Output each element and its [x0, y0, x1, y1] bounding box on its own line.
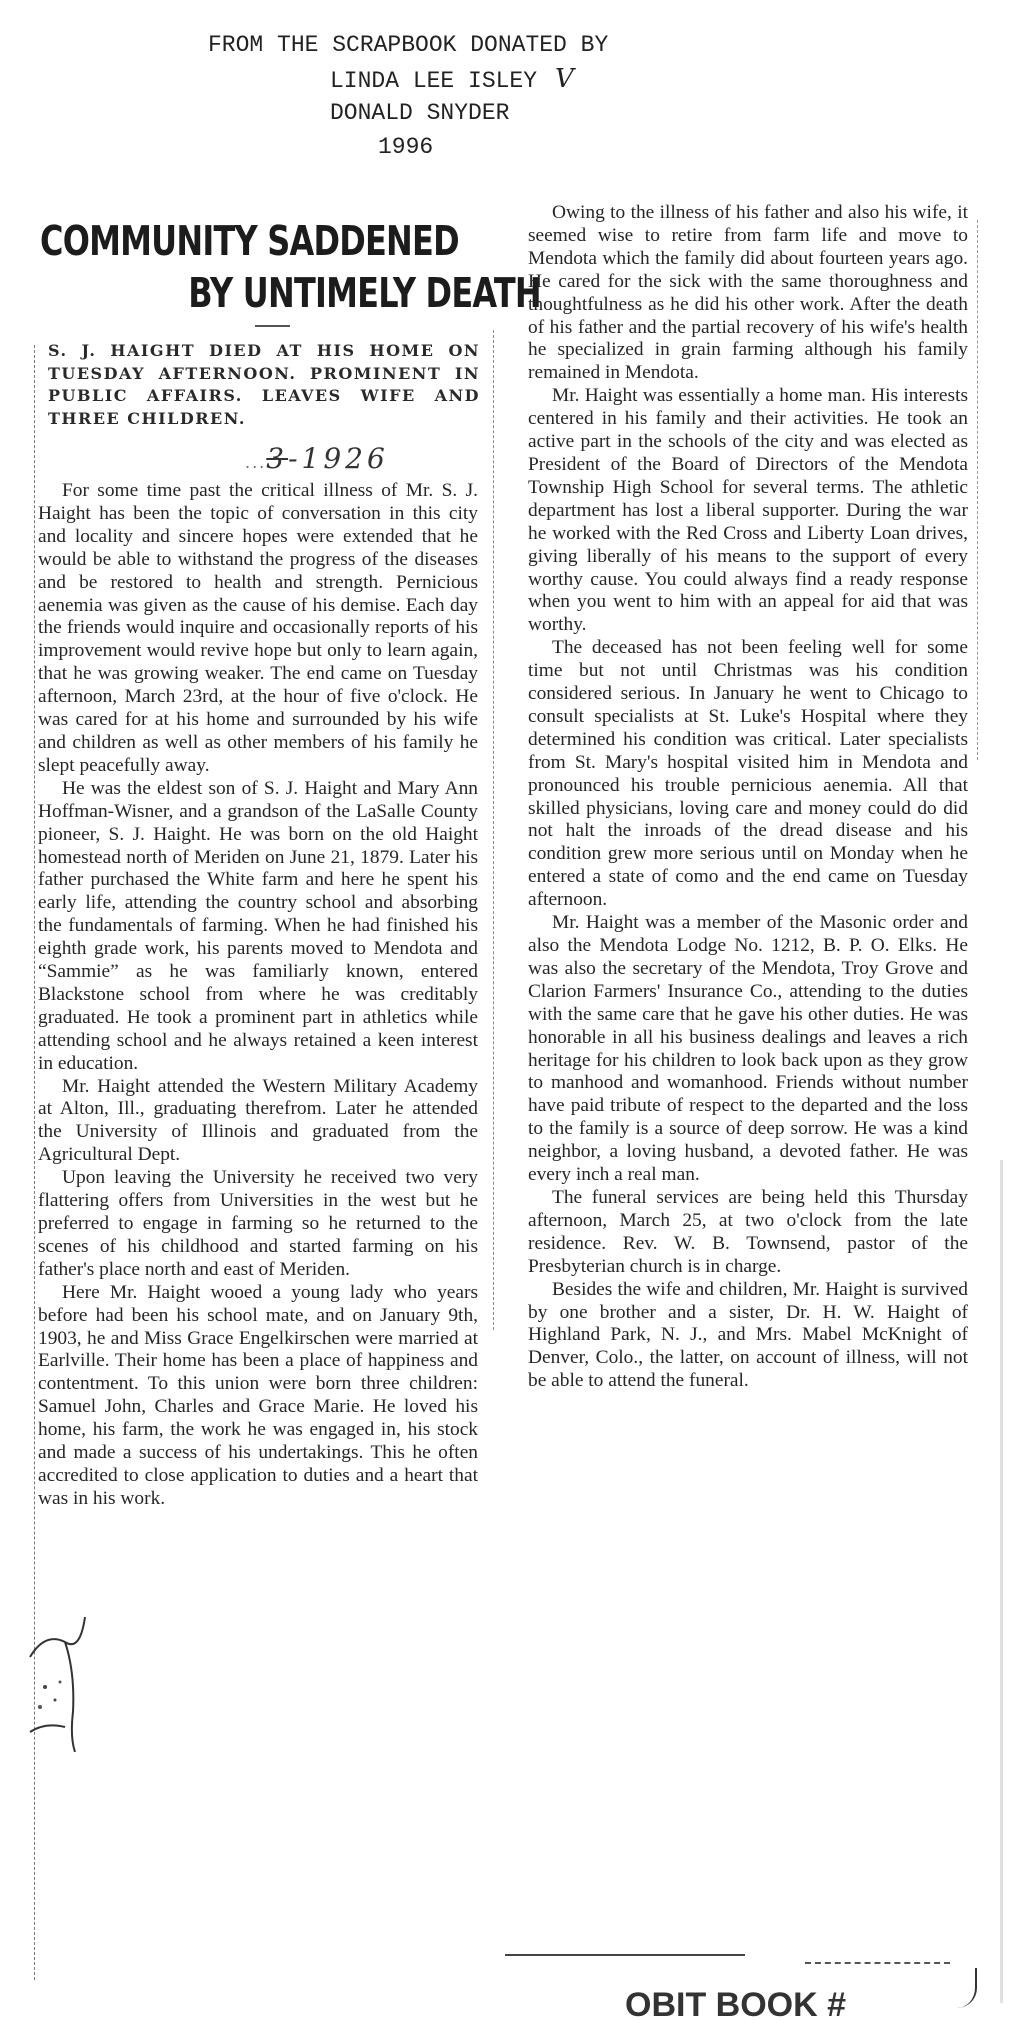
- end-rule: [505, 1954, 745, 1956]
- handwritten-initial-icon: [955, 1968, 977, 2008]
- article-headline: [40, 215, 541, 319]
- handwritten-date-year: -1926: [288, 442, 389, 475]
- paragraph: Here Mr. Haight wooed a young lady who years before had been his school mate, and on January 9th, 1903, he and Miss Grace Engelkirschen were married at Earlville. Their home has been a place of happiness and contentment. To this union were born three children: Samuel John, Charles and Grace Marie. He loved his home, his farm, the work he was engaged in, his stock and made a success of his undertakings. This he often accredited to close application to duties and a heart that was in his work.: [38, 1281, 478, 1509]
- paragraph: Besides the wife and children, Mr. Haight is survived by one brother and a sister, Dr. H. W. Haight of Highland Park, N. J., and Mrs. Mabel McKnight of Denver, Colo., the latter, on account of illness, will not be able to attend the funeral.: [528, 1278, 968, 1392]
- headline-line-1: COMMUNITY SADDENED: [40, 217, 459, 265]
- page-edge: [1000, 1160, 1003, 2003]
- handwritten-date: [245, 442, 389, 475]
- paragraph: For some time past the critical illness of Mr. S. J. Haight has been the topic of conversation in this city and locality and sincere hopes were extended that he would be able to withstand the progress of the diseases and be restored to health and strength. Pernicious aenemia was given as the cause of his demise. Each day the friends would inquire and occasionally reports of his improvement would revive hope but only to learn again, that he was growing weaker. The end came on Tuesday afternoon, March 23rd, at the hour of five o'clock. He was cared for at his home and surrounded by his wife and children as well as other members of his family he slept peacefully away.: [38, 480, 478, 776]
- donation-line: FROM THE SCRAPBOOK DONATED BY: [208, 32, 609, 58]
- end-rule-dashed: [805, 1962, 950, 1964]
- donor-name: LINDA LEE ISLEY: [330, 68, 538, 94]
- handwritten-checkmark-icon: V: [555, 64, 574, 94]
- paragraph: The funeral services are being held this Thursday afternoon, March 25, at two o'clock from the late residence. Rev. W. B. Townsend, pastor of the Presbyterian church is in charge.: [528, 1186, 968, 1277]
- article-right-column: [528, 202, 968, 1393]
- paragraph: Owing to the illness of his father and also his wife, it seemed wise to retire from farm life and move to Mendota which the family did about fourteen years ago. He cared for the sick with the same thoroughness and thoughtfulness as he did his other work. After the death of his father and the partial recovery of his wife's health he specialized in grain farming although his family remained in Mendota.: [528, 202, 968, 384]
- paragraph: Mr. Haight was a member of the Masonic order and also the Mendota Lodge No. 1212, B. P. O. Elks. He was also the secretary of the Mendota, Troy Grove and Clarion Farmers' Insurance Co., attending to the duties with the same care that he gave his other duties. He was honorable in all his business dealings and leaves a rich heritage for his children to look back upon as they grow to manhood and womanhood. Friends without number have paid tribute of respect to the departed and the loss to the family is a source of deep sorrow. He was a kind neighbor, a loving husband, a devoted father. He was every inch a real man.: [528, 912, 968, 1186]
- headline-line-2: BY UNTIMELY DEATH: [188, 269, 541, 317]
- article-subhead: S. J. HAIGHT DIED AT HIS HOME ON TUESDAY AFTERNOON. PROMINENT IN PUBLIC AFFAIRS. LEAVES WIFE AND THREE CHILDREN.: [48, 341, 480, 428]
- article-left-column: [38, 480, 478, 1511]
- clipping-border-right: [977, 220, 978, 760]
- torn-paper-mark-icon: [25, 1612, 105, 1752]
- paragraph: Mr. Haight was essentially a home man. His interests centered in his family and their activities. He took an active part in the schools of the city and was elected as President of the Board of Directors of the Mendota Township High School for several terms. The athletic department has lost a liberal supporter. During the war he worked with the Red Cross and Liberty Loan drives, giving liberally of his means to the support of every worthy cause. You could always find a ready response when you went to him with an appeal for aid that was worthy.: [528, 385, 968, 636]
- clipping-border-column-divider: [493, 330, 494, 1330]
- donor-name-line: [330, 62, 574, 98]
- headline-rule: [255, 325, 290, 327]
- donation-year: 1996: [378, 134, 434, 160]
- handwritten-date-month: 3: [266, 442, 289, 475]
- paragraph: He was the eldest son of S. J. Haight and Mary Ann Hoffman-Wisner, and a grandson of the LaSalle County pioneer, S. J. Haight. He was born on the old Haight homestead north of Meriden on June 21, 1879. Later his father purchased the White farm and here he spent his early life, attending the country school and absorbing the fundamentals of farming. When he had finished his eighth grade work, his parents moved to Mendota and “Sammie” as he was familiarly known, entered Blackstone school from where he was creditably graduated. He took a prominent part in athletics while attending school and he always retained a keen interest in education.: [38, 777, 478, 1074]
- handwritten-date-prefix: ...: [245, 453, 267, 472]
- obit-book-stamp: OBIT BOOK #: [625, 1986, 847, 2024]
- paragraph: Mr. Haight attended the Western Military Academy at Alton, Ill., graduating therefrom. Later he attended the University of Illinois and graduated from the Agricultural Dept.: [38, 1075, 478, 1166]
- paragraph: Upon leaving the University he received two very flattering offers from Universities in the west but he preferred to engage in farming so he returned to the scenes of his childhood and started farming on his father's place north and east of Meriden.: [38, 1167, 478, 1280]
- paragraph: The deceased has not been feeling well for some time but not until Christmas was his condition considered serious. In January he went to Chicago to consult specialists at St. Luke's Hospital where they determined his condition was critical. Later specialists from St. Mary's hospital visited him in Mendota and pronounced his trouble pernicious aenemia. All that skilled physicians, loving care and money could do did not halt the inroads of the dread disease and his condition grew more serious until on Monday when he entered a state of como and the end came on Tuesday afternoon.: [528, 637, 968, 911]
- donor-name-2: DONALD SNYDER: [330, 100, 510, 126]
